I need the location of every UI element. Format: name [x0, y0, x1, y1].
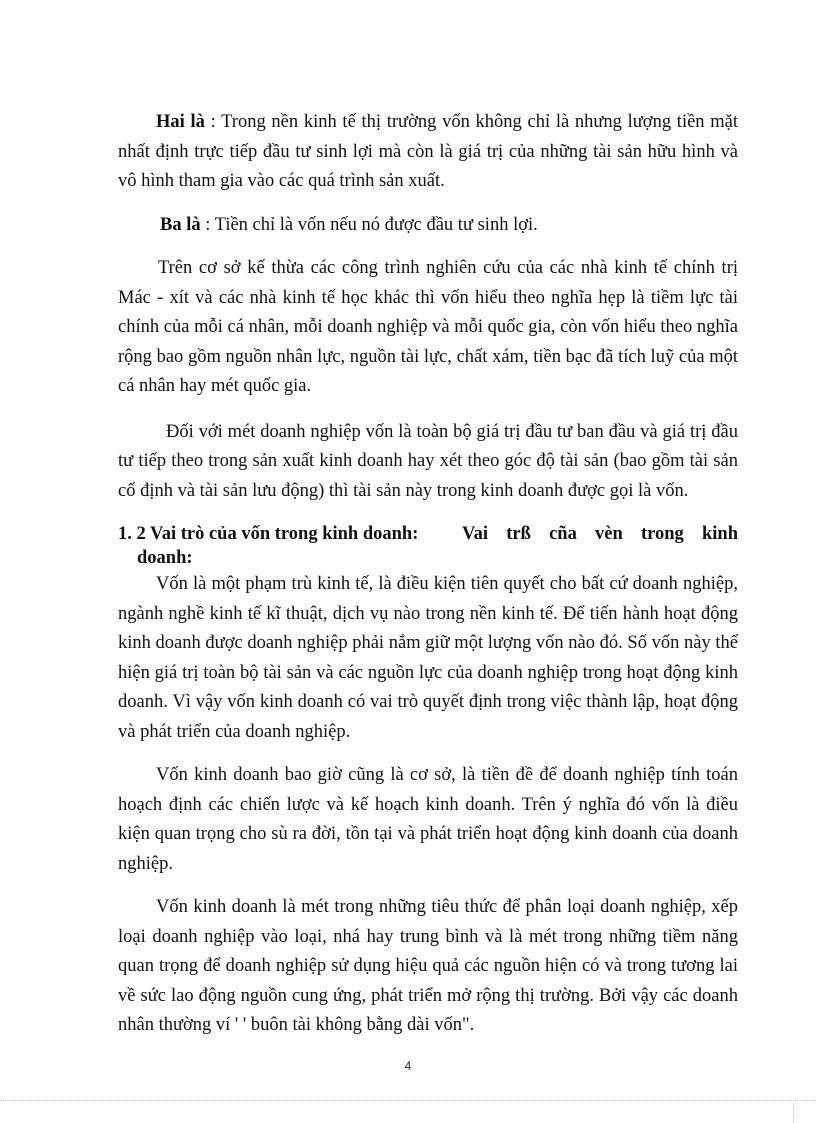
- paragraph-lead-bold: Ba là: [160, 214, 201, 235]
- page-bottom-border: [0, 1100, 816, 1101]
- section-heading: [118, 522, 738, 546]
- paragraph-enterprise-capital: Đối với mét doanh nghiệp vốn là toàn bộ giá trị đầu tư ban đầu và giá trị đầu tư tiếp theo trong sản xuất kinh doanh hay xét theo góc độ tài sản (bao gồm tài sản cố định và tài sản lưu động) thì tài sản này trong kinh doanh được gọi là vốn.: [118, 421, 738, 501]
- page-corner-border: [793, 1100, 794, 1123]
- paragraph-ba-la: [118, 211, 738, 241]
- paragraph-role-classification: Vốn kinh doanh là mét trong những tiêu thức để phân loại doanh nghiệp, xếp loại doanh nghiệp vào loại, nhá hay trung bình và là mét trong những tiềm năng quan trọng để doanh nghiệp sử dụng hiệu quả các nguồn hiện có và trong tương lai về sức lao động nguồn cung ứng, phát triển mở rộng thị trường. Bởi vậy các doanh nhân thường ví ' ' buôn tài không bằng dài vốn".: [118, 897, 738, 1035]
- page-number: 4: [404, 1059, 412, 1073]
- paragraph-lead-bold: Hai là: [156, 112, 205, 132]
- paragraph-definition-narrow-broad: Trên cơ sở kế thừa các công trình nghiên cứu của các nhà kinh tế chính trị Mác - xít và các nhà kinh tế học khác thì vốn hiểu theo nghĩa hẹp là tiềm lực tài chính của mỗi cá nhân, mỗi doanh nghiệp và mỗi quốc gia, còn vốn hiểu theo nghĩa rộng bao gồm nguồn nhân lực, nguồn tài lực, chất xám, tiền bạc đã tích luỹ của một cá nhân hay mét quốc gia.: [118, 258, 738, 396]
- section-heading-title: 1. 2 Vai trò của vốn trong kinh doanh:: [118, 524, 419, 544]
- paragraph-hai-la: [118, 108, 738, 197]
- document-body: [118, 108, 738, 1041]
- paragraph-role-basis: Vốn kinh doanh bao giờ cũng là cơ sở, là tiền đề để doanh nghiệp tính toán hoạch định các chiến lược và kế hoạch kinh doanh. Trên ý nghĩa đó vốn là điều kiện quan trọng cho sù ra đời, tồn tại và phát triển hoạt động kinh doanh của doanh nghiệp.: [118, 765, 738, 874]
- paragraph-text: : Tiền chỉ là vốn nếu nó được đầu tư sinh lợi.: [200, 214, 538, 235]
- section-heading-garbled: Vai trß cña vèn trong kinh: [462, 524, 738, 544]
- paragraph-role-economic-category: Vốn là một phạm trù kinh tế, là điều kiện tiên quyết cho bất cứ doanh nghiệp, ngành nghề kinh tế kĩ thuật, dịch vụ nào trong nền kinh tế. Để tiến hành hoạt động kinh doanh được doanh nghiệp phải nắm giữ một lượng vốn nào đó. Số vốn này thể hiện giá trị toàn bộ tài sản và các nguồn lực của doanh nghiệp trong hoạt động kinh doanh. Vì vậy vốn kinh doanh có vai trò quyết định trong việc thành lập, hoạt động và phát triển của doanh nghiệp.: [118, 574, 738, 742]
- paragraph-text: : Trong nền kinh tế thị trường vốn không chỉ là nhưng lượng tiền mặt nhất định trực tiếp đầu tư sinh lợi mà còn là giá trị của những tài sản hữu hình và vô hình tham gia vào các quá trình sản xuất.: [118, 112, 738, 191]
- section-heading-continuation: doanh:: [137, 548, 193, 568]
